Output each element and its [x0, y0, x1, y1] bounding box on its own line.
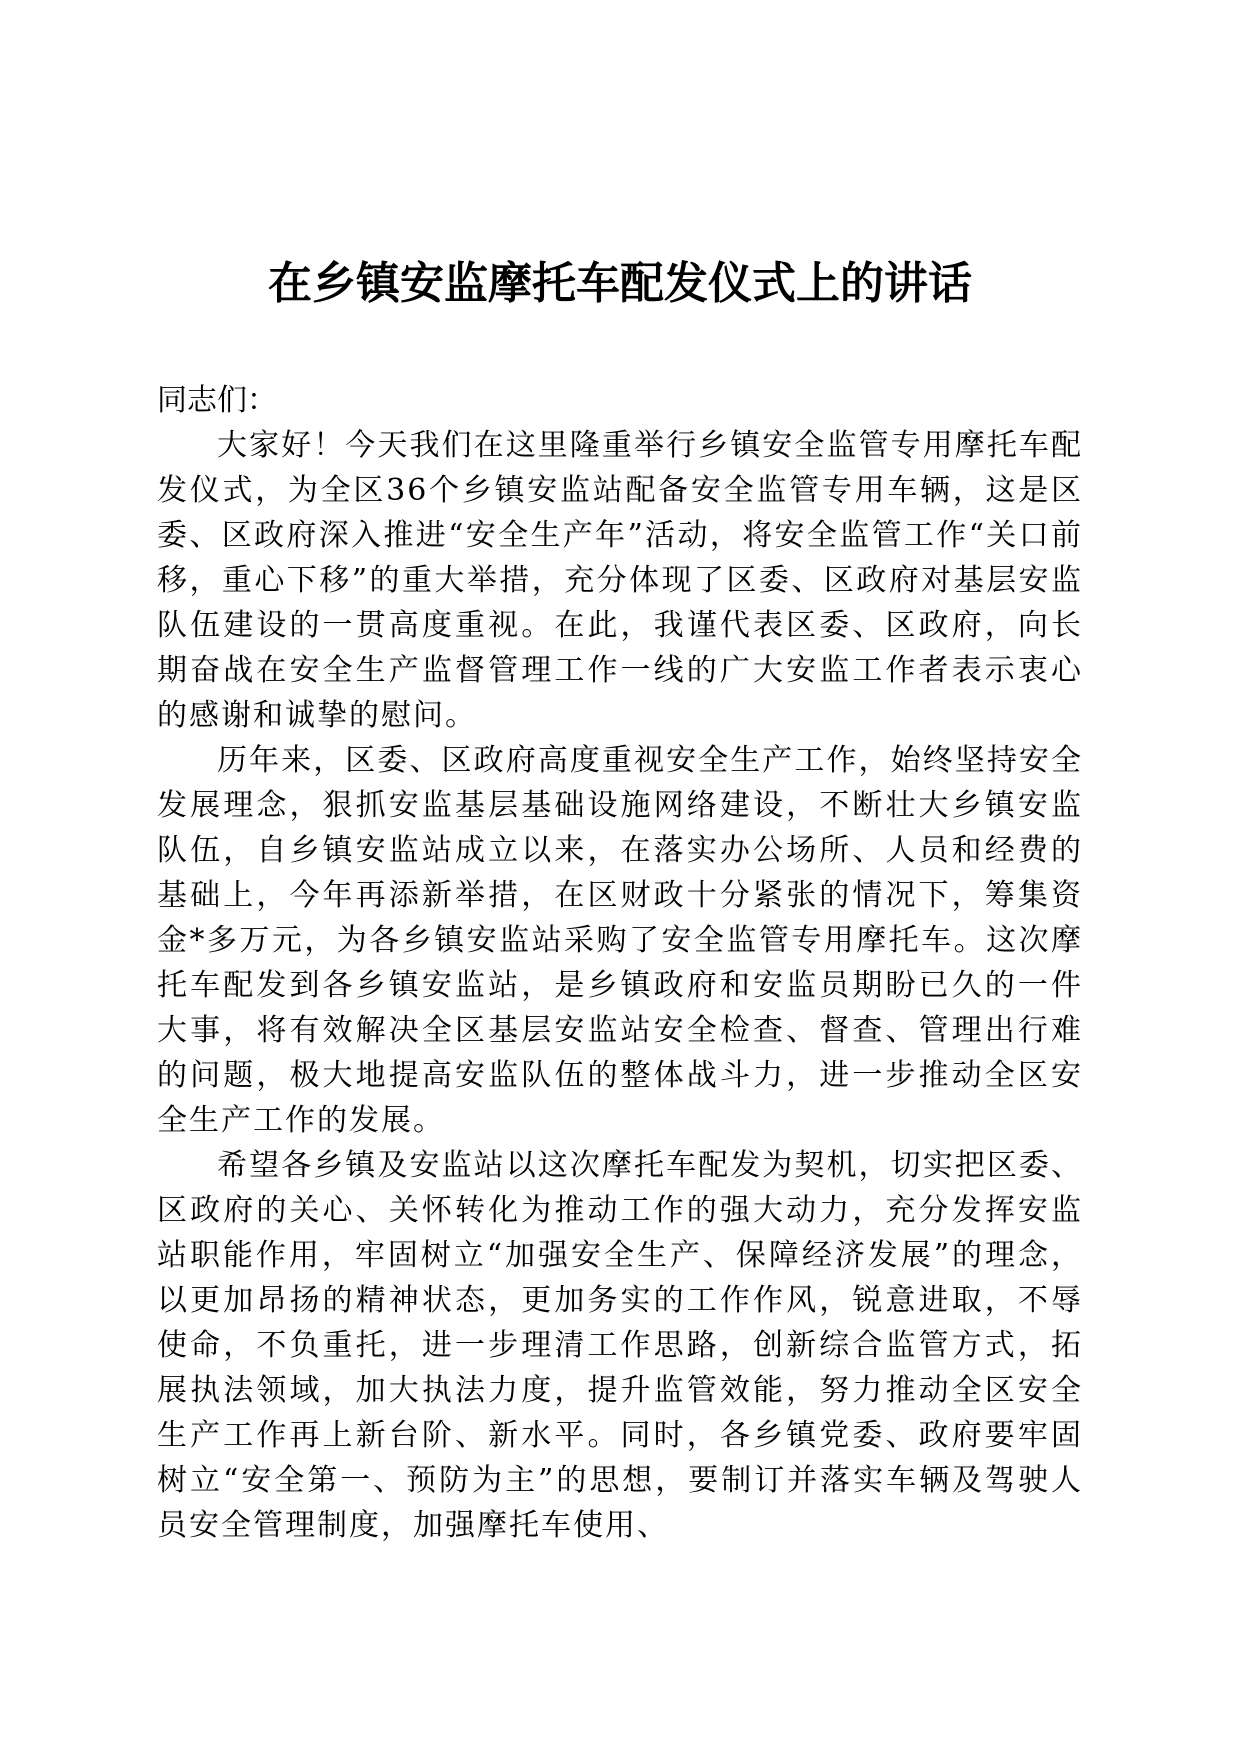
paragraph-3: 希望各乡镇及安监站以这次摩托车配发为契机，切实把区委、区政府的关心、关怀转化为推动工作的强大动力，充分发挥安监站职能作用，牢固树立“加强安全生产、保障经济发展”的理念，以更加昂扬的精神状态，更加务实的工作作风，锐意进取，不辱使命，不负重托，进一步理清工作思路，创新综合监管方式，拓展执法领域，加大执法力度，提升监管效能，努力推动全区安全生产工作再上新台阶、新水平。同时，各乡镇党委、政府要牢固树立“安全第一、预防为主”的思想，要制订并落实车辆及驾驶人员安全管理制度，加强摩托车使用、	[157, 1148, 1083, 1543]
paragraph-2: 历年来，区委、区政府高度重视安全生产工作，始终坚持安全发展理念，狠抓安监基层基础设施网络建设，不断壮大乡镇安监队伍，自乡镇安监站成立以来，在落实办公场所、人员和经费的基础上，今年再添新举措，在区财政十分紧张的情况下，筹集资金*多万元，为各乡镇安监站采购了安全监管专用摩托车。这次摩托车配发到各乡镇安监站，是乡镇政府和安监员期盼已久的一件大事，将有效解决全区基层安监站安全检查、督查、管理出行难的问题，极大地提高安监队伍的整体战斗力，进一步推动全区安全生产工作的发展。	[157, 743, 1083, 1138]
salutation: 同志们：	[157, 383, 277, 418]
paragraph-1: 大家好！今天我们在这里隆重举行乡镇安全监管专用摩托车配发仪式，为全区36个乡镇安监站配备安全监管专用车辆，这是区委、区政府深入推进“安全生产年”活动，将安全监管工作“关口前移，重心下移”的重大举措，充分体现了区委、区政府对基层安监队伍建设的一贯高度重视。在此，我谨代表区委、区政府，向长期奋战在安全生产监督管理工作一线的广大安监工作者表示衷心的感谢和诚挚的慰问。	[157, 428, 1083, 733]
document-title: 在乡镇安监摩托车配发仪式上的讲话	[268, 258, 972, 309]
document-body	[157, 378, 1083, 1548]
